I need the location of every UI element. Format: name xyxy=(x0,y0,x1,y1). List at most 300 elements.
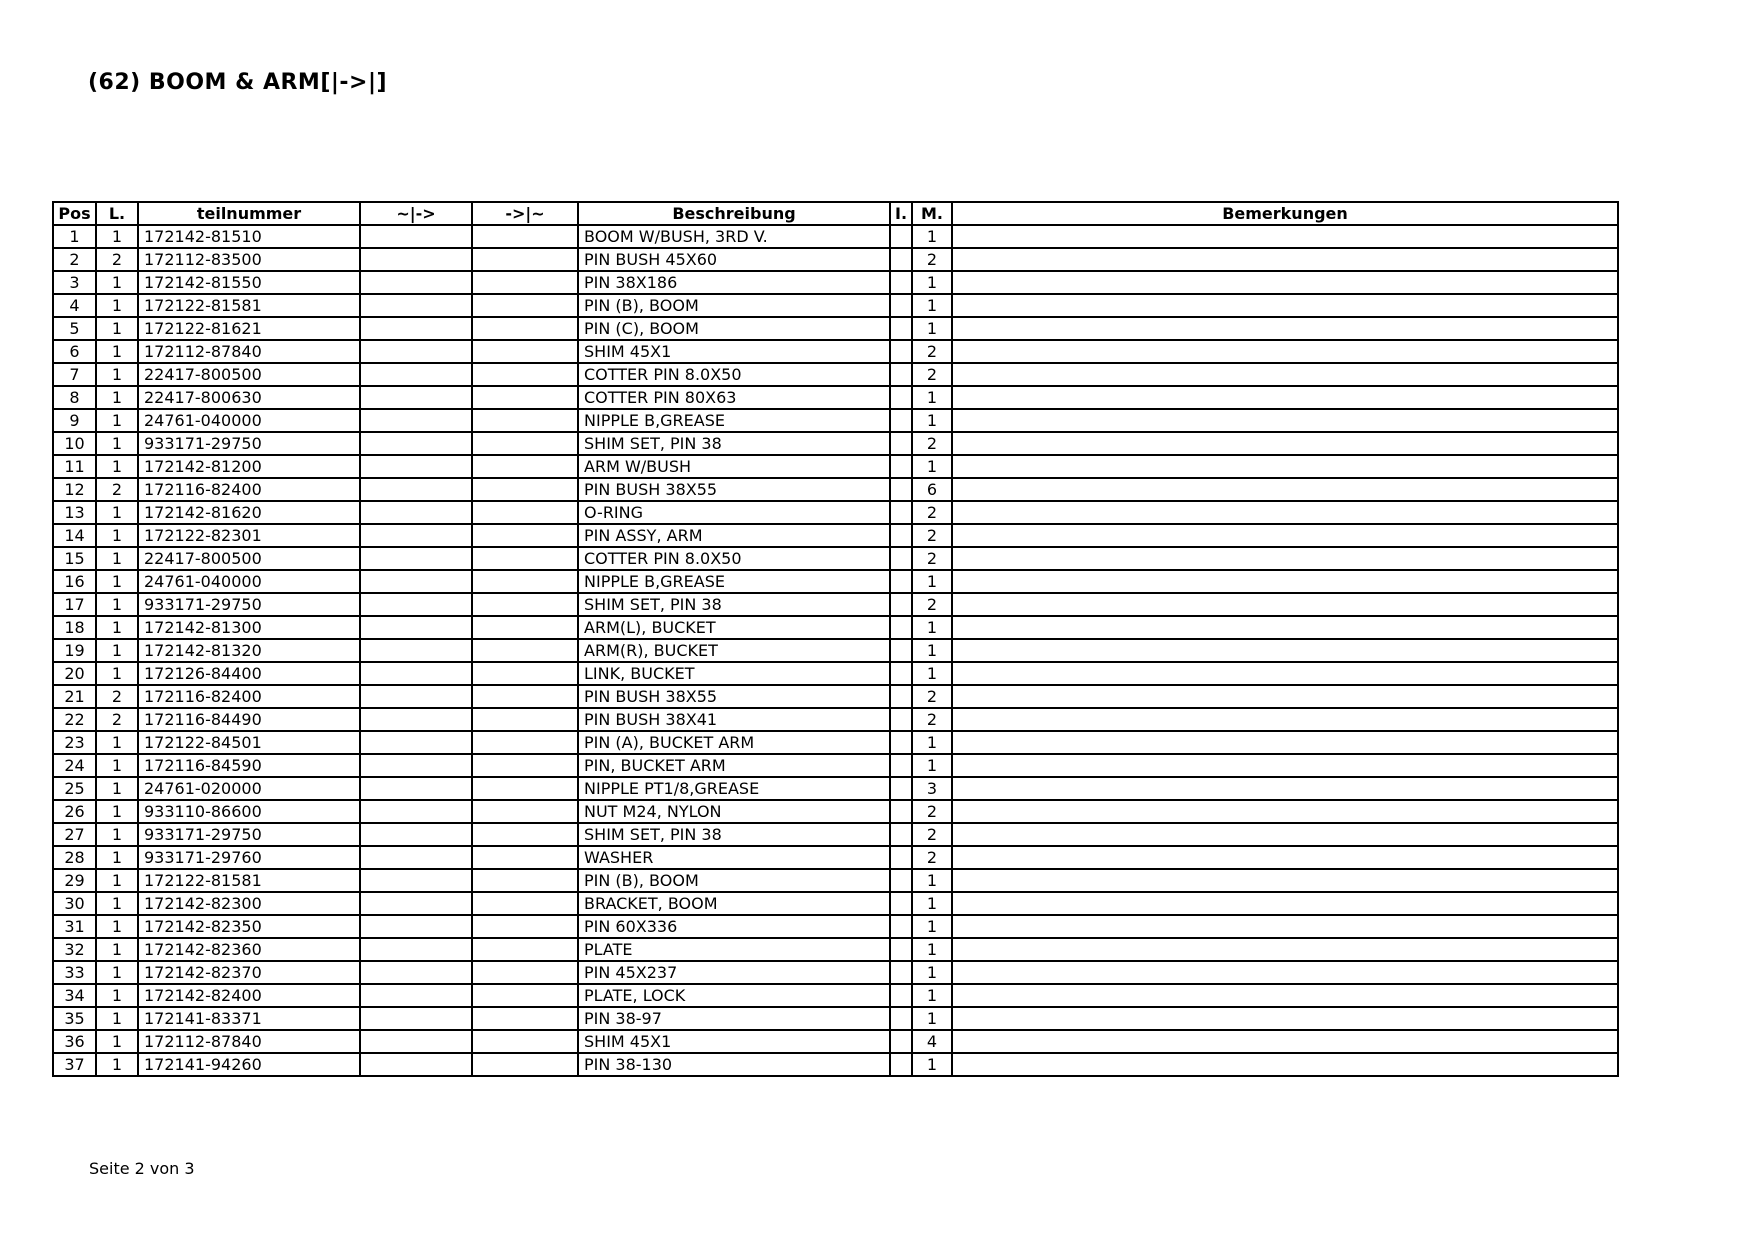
cell-i xyxy=(890,616,912,639)
table-row xyxy=(53,593,1618,616)
cell-to xyxy=(472,754,578,777)
cell-m: 2 xyxy=(912,823,952,846)
cell-pos: 20 xyxy=(53,662,96,685)
cell-from xyxy=(360,570,472,593)
cell-from xyxy=(360,294,472,317)
cell-from xyxy=(360,639,472,662)
cell-bemerkungen xyxy=(952,547,1618,570)
cell-m: 1 xyxy=(912,662,952,685)
cell-teilnummer: 172142-81300 xyxy=(138,616,360,639)
cell-l: 1 xyxy=(96,777,138,800)
cell-teilnummer: 172122-82301 xyxy=(138,524,360,547)
cell-l: 1 xyxy=(96,616,138,639)
cell-from xyxy=(360,455,472,478)
cell-l: 1 xyxy=(96,915,138,938)
cell-from xyxy=(360,225,472,248)
cell-i xyxy=(890,754,912,777)
cell-l: 1 xyxy=(96,1053,138,1076)
cell-from xyxy=(360,823,472,846)
table-row xyxy=(53,501,1618,524)
table-row xyxy=(53,984,1618,1007)
cell-m: 1 xyxy=(912,409,952,432)
cell-to xyxy=(472,409,578,432)
cell-l: 1 xyxy=(96,455,138,478)
cell-m: 1 xyxy=(912,731,952,754)
cell-l: 1 xyxy=(96,409,138,432)
cell-pos: 31 xyxy=(53,915,96,938)
cell-i xyxy=(890,639,912,662)
cell-teilnummer: 172116-84590 xyxy=(138,754,360,777)
cell-i xyxy=(890,340,912,363)
cell-from xyxy=(360,915,472,938)
cell-pos: 28 xyxy=(53,846,96,869)
cell-m: 2 xyxy=(912,248,952,271)
cell-bemerkungen xyxy=(952,570,1618,593)
cell-i xyxy=(890,662,912,685)
cell-bemerkungen xyxy=(952,984,1618,1007)
cell-from xyxy=(360,777,472,800)
cell-m: 2 xyxy=(912,800,952,823)
cell-bemerkungen xyxy=(952,1007,1618,1030)
table-row xyxy=(53,294,1618,317)
cell-from xyxy=(360,1053,472,1076)
cell-i xyxy=(890,225,912,248)
cell-l: 1 xyxy=(96,869,138,892)
cell-teilnummer: 933110-86600 xyxy=(138,800,360,823)
cell-m: 1 xyxy=(912,1053,952,1076)
cell-i xyxy=(890,938,912,961)
cell-beschreibung: PIN (C), BOOM xyxy=(578,317,890,340)
cell-to xyxy=(472,340,578,363)
cell-m: 2 xyxy=(912,432,952,455)
table-row xyxy=(53,915,1618,938)
cell-m: 6 xyxy=(912,478,952,501)
cell-i xyxy=(890,409,912,432)
cell-beschreibung: PIN (A), BUCKET ARM xyxy=(578,731,890,754)
table-row xyxy=(53,271,1618,294)
cell-bemerkungen xyxy=(952,524,1618,547)
cell-l: 1 xyxy=(96,1007,138,1030)
table-row xyxy=(53,777,1618,800)
table-row xyxy=(53,340,1618,363)
cell-teilnummer: 172141-83371 xyxy=(138,1007,360,1030)
cell-teilnummer: 172142-82370 xyxy=(138,961,360,984)
table-row xyxy=(53,754,1618,777)
cell-to xyxy=(472,708,578,731)
cell-m: 2 xyxy=(912,524,952,547)
cell-bemerkungen xyxy=(952,961,1618,984)
table-row xyxy=(53,317,1618,340)
cell-m: 1 xyxy=(912,915,952,938)
cell-m: 2 xyxy=(912,685,952,708)
cell-i xyxy=(890,1030,912,1053)
cell-pos: 15 xyxy=(53,547,96,570)
table-row xyxy=(53,478,1618,501)
cell-m: 4 xyxy=(912,1030,952,1053)
cell-from xyxy=(360,317,472,340)
cell-m: 1 xyxy=(912,869,952,892)
cell-beschreibung: PIN BUSH 38X41 xyxy=(578,708,890,731)
cell-pos: 30 xyxy=(53,892,96,915)
cell-l: 1 xyxy=(96,892,138,915)
cell-to xyxy=(472,294,578,317)
cell-pos: 37 xyxy=(53,1053,96,1076)
cell-pos: 24 xyxy=(53,754,96,777)
cell-teilnummer: 172142-82350 xyxy=(138,915,360,938)
cell-bemerkungen xyxy=(952,1053,1618,1076)
cell-m: 1 xyxy=(912,386,952,409)
cell-l: 1 xyxy=(96,547,138,570)
cell-m: 1 xyxy=(912,1007,952,1030)
cell-i xyxy=(890,846,912,869)
cell-i xyxy=(890,961,912,984)
cell-i xyxy=(890,363,912,386)
cell-from xyxy=(360,984,472,1007)
cell-i xyxy=(890,708,912,731)
cell-to xyxy=(472,984,578,1007)
cell-pos: 12 xyxy=(53,478,96,501)
cell-bemerkungen xyxy=(952,685,1618,708)
cell-pos: 14 xyxy=(53,524,96,547)
cell-beschreibung: PIN 38-97 xyxy=(578,1007,890,1030)
table-row xyxy=(53,869,1618,892)
cell-to xyxy=(472,1030,578,1053)
cell-l: 1 xyxy=(96,225,138,248)
table-row xyxy=(53,524,1618,547)
cell-m: 1 xyxy=(912,938,952,961)
parts-table xyxy=(52,201,1619,1077)
cell-beschreibung: PIN BUSH 45X60 xyxy=(578,248,890,271)
cell-i xyxy=(890,478,912,501)
cell-l: 1 xyxy=(96,501,138,524)
col-header-beschreibung: Beschreibung xyxy=(578,202,890,225)
cell-l: 1 xyxy=(96,317,138,340)
col-header-pos: Pos xyxy=(53,202,96,225)
cell-pos: 22 xyxy=(53,708,96,731)
cell-m: 1 xyxy=(912,639,952,662)
cell-teilnummer: 933171-29750 xyxy=(138,823,360,846)
cell-pos: 29 xyxy=(53,869,96,892)
cell-l: 1 xyxy=(96,800,138,823)
cell-beschreibung: PIN, BUCKET ARM xyxy=(578,754,890,777)
table-row xyxy=(53,547,1618,570)
cell-l: 1 xyxy=(96,524,138,547)
cell-pos: 26 xyxy=(53,800,96,823)
cell-to xyxy=(472,662,578,685)
cell-i xyxy=(890,386,912,409)
cell-pos: 7 xyxy=(53,363,96,386)
cell-l: 1 xyxy=(96,570,138,593)
table-row xyxy=(53,363,1618,386)
cell-to xyxy=(472,547,578,570)
cell-beschreibung: PIN 45X237 xyxy=(578,961,890,984)
cell-to xyxy=(472,478,578,501)
cell-beschreibung: ARM W/BUSH xyxy=(578,455,890,478)
table-row xyxy=(53,1030,1618,1053)
cell-beschreibung: COTTER PIN 8.0X50 xyxy=(578,547,890,570)
table-row xyxy=(53,639,1618,662)
cell-l: 1 xyxy=(96,340,138,363)
cell-from xyxy=(360,432,472,455)
cell-m: 1 xyxy=(912,570,952,593)
cell-teilnummer: 172122-81581 xyxy=(138,869,360,892)
col-header-to: ->|~ xyxy=(472,202,578,225)
cell-m: 1 xyxy=(912,616,952,639)
cell-from xyxy=(360,248,472,271)
cell-l: 1 xyxy=(96,386,138,409)
cell-to xyxy=(472,363,578,386)
cell-beschreibung: BOOM W/BUSH, 3RD V. xyxy=(578,225,890,248)
cell-pos: 36 xyxy=(53,1030,96,1053)
cell-from xyxy=(360,340,472,363)
table-row xyxy=(53,846,1618,869)
cell-teilnummer: 172142-82360 xyxy=(138,938,360,961)
cell-l: 1 xyxy=(96,754,138,777)
cell-from xyxy=(360,731,472,754)
cell-bemerkungen xyxy=(952,731,1618,754)
col-header-i: I. xyxy=(890,202,912,225)
table-row xyxy=(53,800,1618,823)
cell-i xyxy=(890,570,912,593)
cell-teilnummer: 22417-800500 xyxy=(138,547,360,570)
cell-from xyxy=(360,386,472,409)
cell-bemerkungen xyxy=(952,340,1618,363)
cell-m: 2 xyxy=(912,593,952,616)
cell-l: 1 xyxy=(96,639,138,662)
cell-teilnummer: 22417-800500 xyxy=(138,363,360,386)
cell-l: 2 xyxy=(96,708,138,731)
cell-teilnummer: 933171-29750 xyxy=(138,593,360,616)
cell-bemerkungen xyxy=(952,248,1618,271)
cell-teilnummer: 172142-81550 xyxy=(138,271,360,294)
cell-i xyxy=(890,455,912,478)
cell-pos: 8 xyxy=(53,386,96,409)
cell-i xyxy=(890,271,912,294)
cell-to xyxy=(472,800,578,823)
cell-l: 1 xyxy=(96,846,138,869)
cell-m: 2 xyxy=(912,363,952,386)
cell-teilnummer: 24761-040000 xyxy=(138,570,360,593)
table-row xyxy=(53,938,1618,961)
cell-pos: 10 xyxy=(53,432,96,455)
cell-beschreibung: PIN BUSH 38X55 xyxy=(578,685,890,708)
cell-to xyxy=(472,386,578,409)
cell-l: 1 xyxy=(96,363,138,386)
cell-teilnummer: 172142-81320 xyxy=(138,639,360,662)
cell-teilnummer: 172142-81510 xyxy=(138,225,360,248)
cell-teilnummer: 933171-29760 xyxy=(138,846,360,869)
table-row xyxy=(53,386,1618,409)
cell-bemerkungen xyxy=(952,869,1618,892)
cell-m: 1 xyxy=(912,294,952,317)
cell-from xyxy=(360,846,472,869)
cell-to xyxy=(472,432,578,455)
cell-m: 1 xyxy=(912,961,952,984)
cell-l: 1 xyxy=(96,823,138,846)
cell-pos: 25 xyxy=(53,777,96,800)
cell-from xyxy=(360,1030,472,1053)
cell-to xyxy=(472,846,578,869)
cell-teilnummer: 172116-82400 xyxy=(138,685,360,708)
cell-beschreibung: SHIM 45X1 xyxy=(578,1030,890,1053)
cell-m: 2 xyxy=(912,846,952,869)
cell-from xyxy=(360,938,472,961)
cell-to xyxy=(472,501,578,524)
table-header-row xyxy=(53,202,1618,225)
cell-l: 1 xyxy=(96,984,138,1007)
cell-pos: 32 xyxy=(53,938,96,961)
cell-to xyxy=(472,1007,578,1030)
cell-beschreibung: SHIM 45X1 xyxy=(578,340,890,363)
cell-to xyxy=(472,892,578,915)
cell-bemerkungen xyxy=(952,386,1618,409)
cell-bemerkungen xyxy=(952,777,1618,800)
cell-bemerkungen xyxy=(952,432,1618,455)
cell-i xyxy=(890,317,912,340)
cell-pos: 13 xyxy=(53,501,96,524)
cell-beschreibung: PIN ASSY, ARM xyxy=(578,524,890,547)
cell-i xyxy=(890,501,912,524)
table-row xyxy=(53,892,1618,915)
cell-i xyxy=(890,869,912,892)
cell-pos: 3 xyxy=(53,271,96,294)
cell-m: 2 xyxy=(912,708,952,731)
cell-m: 1 xyxy=(912,271,952,294)
cell-l: 2 xyxy=(96,478,138,501)
cell-from xyxy=(360,1007,472,1030)
cell-pos: 2 xyxy=(53,248,96,271)
cell-bemerkungen xyxy=(952,409,1618,432)
cell-beschreibung: SHIM SET, PIN 38 xyxy=(578,823,890,846)
page-title: (62) BOOM & ARM[|->|] xyxy=(88,70,388,95)
cell-teilnummer: 24761-040000 xyxy=(138,409,360,432)
cell-teilnummer: 172142-81620 xyxy=(138,501,360,524)
cell-i xyxy=(890,984,912,1007)
cell-pos: 33 xyxy=(53,961,96,984)
cell-pos: 21 xyxy=(53,685,96,708)
cell-pos: 27 xyxy=(53,823,96,846)
cell-pos: 5 xyxy=(53,317,96,340)
cell-to xyxy=(472,685,578,708)
cell-to xyxy=(472,869,578,892)
cell-to xyxy=(472,777,578,800)
cell-to xyxy=(472,938,578,961)
table-row xyxy=(53,823,1618,846)
cell-bemerkungen xyxy=(952,800,1618,823)
cell-from xyxy=(360,800,472,823)
cell-m: 3 xyxy=(912,777,952,800)
cell-from xyxy=(360,961,472,984)
table-row xyxy=(53,708,1618,731)
cell-pos: 6 xyxy=(53,340,96,363)
cell-from xyxy=(360,616,472,639)
cell-l: 1 xyxy=(96,938,138,961)
cell-teilnummer: 172116-82400 xyxy=(138,478,360,501)
cell-i xyxy=(890,524,912,547)
cell-bemerkungen xyxy=(952,754,1618,777)
cell-i xyxy=(890,915,912,938)
table-row xyxy=(53,432,1618,455)
cell-from xyxy=(360,685,472,708)
cell-pos: 18 xyxy=(53,616,96,639)
cell-to xyxy=(472,455,578,478)
cell-bemerkungen xyxy=(952,271,1618,294)
table-row xyxy=(53,616,1618,639)
cell-i xyxy=(890,731,912,754)
cell-beschreibung: SHIM SET, PIN 38 xyxy=(578,593,890,616)
table-row xyxy=(53,662,1618,685)
cell-bemerkungen xyxy=(952,1030,1618,1053)
cell-from xyxy=(360,547,472,570)
cell-l: 1 xyxy=(96,593,138,616)
cell-i xyxy=(890,823,912,846)
table-row xyxy=(53,731,1618,754)
cell-i xyxy=(890,1007,912,1030)
cell-m: 2 xyxy=(912,501,952,524)
cell-bemerkungen xyxy=(952,616,1618,639)
cell-bemerkungen xyxy=(952,846,1618,869)
cell-l: 2 xyxy=(96,248,138,271)
cell-from xyxy=(360,478,472,501)
cell-m: 1 xyxy=(912,317,952,340)
cell-teilnummer: 172126-84400 xyxy=(138,662,360,685)
cell-beschreibung: PIN 38-130 xyxy=(578,1053,890,1076)
cell-beschreibung: PIN (B), BOOM xyxy=(578,294,890,317)
cell-l: 1 xyxy=(96,731,138,754)
cell-beschreibung: PLATE, LOCK xyxy=(578,984,890,1007)
cell-to xyxy=(472,570,578,593)
cell-teilnummer: 172142-82300 xyxy=(138,892,360,915)
cell-from xyxy=(360,409,472,432)
cell-to xyxy=(472,271,578,294)
cell-teilnummer: 172112-87840 xyxy=(138,340,360,363)
cell-teilnummer: 172142-81200 xyxy=(138,455,360,478)
cell-l: 1 xyxy=(96,432,138,455)
cell-bemerkungen xyxy=(952,317,1618,340)
page-footer: Seite 2 von 3 xyxy=(89,1159,195,1178)
cell-from xyxy=(360,892,472,915)
cell-beschreibung: PIN 38X186 xyxy=(578,271,890,294)
cell-i xyxy=(890,800,912,823)
cell-beschreibung: BRACKET, BOOM xyxy=(578,892,890,915)
cell-pos: 35 xyxy=(53,1007,96,1030)
cell-bemerkungen xyxy=(952,823,1618,846)
col-header-bemerkungen: Bemerkungen xyxy=(952,202,1618,225)
cell-from xyxy=(360,593,472,616)
cell-teilnummer: 22417-800630 xyxy=(138,386,360,409)
cell-i xyxy=(890,1053,912,1076)
cell-from xyxy=(360,363,472,386)
cell-to xyxy=(472,639,578,662)
cell-beschreibung: NIPPLE B,GREASE xyxy=(578,409,890,432)
cell-beschreibung: WASHER xyxy=(578,846,890,869)
cell-teilnummer: 172141-94260 xyxy=(138,1053,360,1076)
cell-teilnummer: 172122-81581 xyxy=(138,294,360,317)
cell-teilnummer: 172112-83500 xyxy=(138,248,360,271)
cell-l: 1 xyxy=(96,271,138,294)
cell-pos: 19 xyxy=(53,639,96,662)
cell-pos: 17 xyxy=(53,593,96,616)
cell-bemerkungen xyxy=(952,662,1618,685)
cell-pos: 1 xyxy=(53,225,96,248)
cell-from xyxy=(360,662,472,685)
cell-bemerkungen xyxy=(952,915,1618,938)
cell-from xyxy=(360,708,472,731)
cell-i xyxy=(890,294,912,317)
cell-pos: 23 xyxy=(53,731,96,754)
cell-beschreibung: COTTER PIN 8.0X50 xyxy=(578,363,890,386)
table-row xyxy=(53,1053,1618,1076)
